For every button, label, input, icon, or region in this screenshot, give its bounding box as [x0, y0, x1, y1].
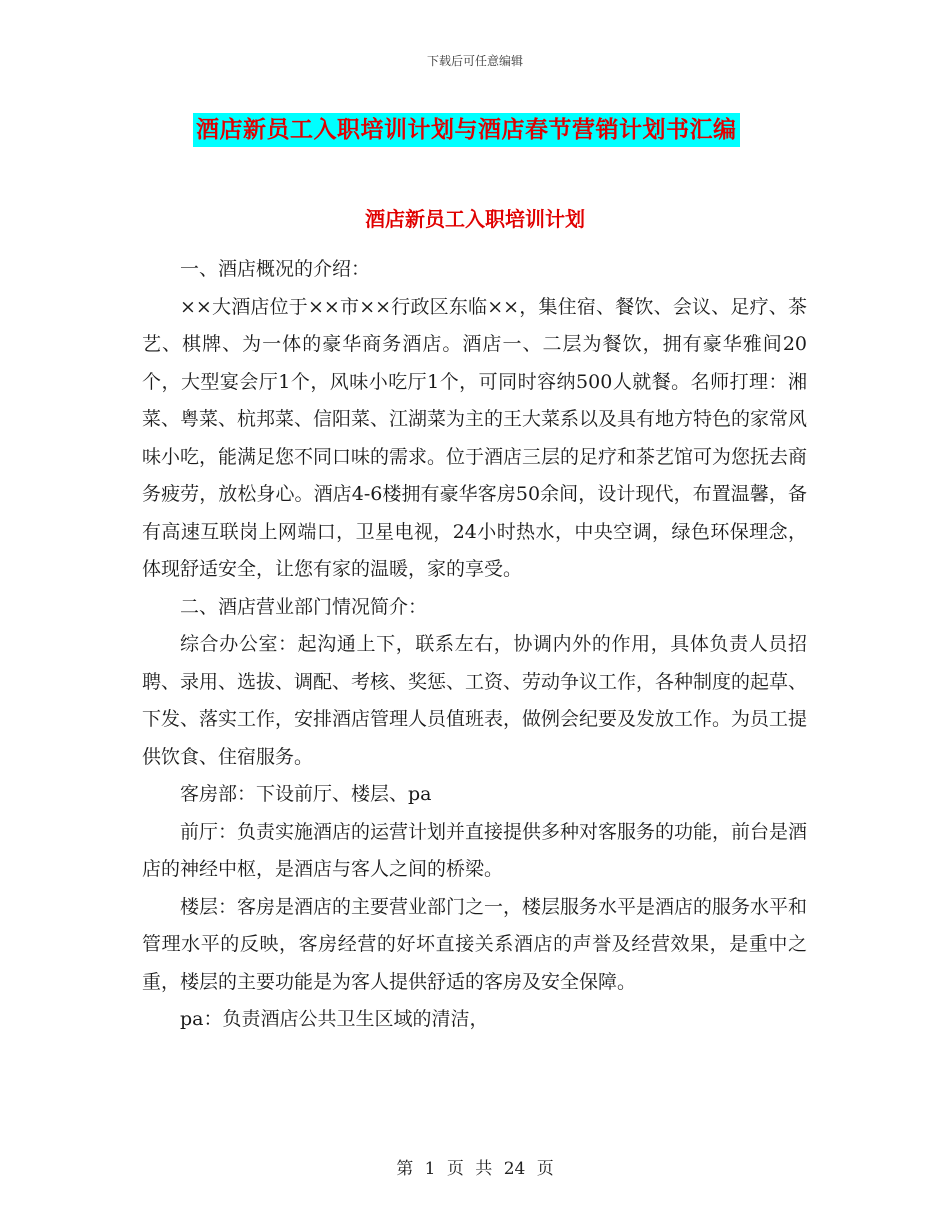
paragraph: pa：负责酒店公共卫生区域的清洁，	[180, 1008, 489, 1030]
paragraph: 综合办公室：起沟通上下，联系左右，协调内外的作用，具体负责人员招聘、录用、选拔、调配、考核、奖惩、工资、劳动争议工作，各种制度的起草、下发、落实工作，安排酒店管理人员值班表，做例会纪要及发放工作。为员工提供饮食、住宿服务。	[142, 633, 808, 768]
page-footer: 第 1 页 共 24 页	[396, 1159, 554, 1179]
paragraph: ××大酒店位于××市××行政区东临××，集住宿、餐饮、会议、足疗、茶艺、棋牌、为一体的豪华商务酒店。酒店一、二层为餐饮，拥有豪华雅间20个，大型宴会厅1个，风味小吃厅1个，可同时容纳500人就餐。名师打理：湘菜、粤菜、杭邦菜、信阳菜、江湖菜为主的王大菜系以及具有地方特色的家常风味小吃，能满足您不同口味的需求。位于酒店三层的足疗和茶艺馆可为您抚去商务疲劳，放松身心。酒店4-6楼拥有豪华客房50余间，设计现代，布置温馨，备有高速互联岗上网端口，卫星电视，24小时热水，中央空调，绿色环保理念，体现舒适安全，让您有家的温暖，家的享受。	[142, 295, 808, 580]
document-title: 酒店新员工入职培训计划与酒店春节营销计划书汇编	[193, 113, 740, 147]
section-title: 酒店新员工入职培训计划	[365, 207, 585, 231]
paragraph: 一、酒店概况的介绍：	[180, 258, 371, 280]
document-body	[142, 251, 807, 1039]
header-note: 下载后可任意编辑	[426, 54, 523, 68]
paragraph: 楼层：客房是酒店的主要营业部门之一，楼层服务水平是酒店的服务水平和管理水平的反映，客房经营的好坏直接关系酒店的声誉及经营效果，是重中之重，楼层的主要功能是为客人提供舒适的客房及安全保障。	[142, 895, 808, 993]
paragraph: 二、酒店营业部门情况简介：	[180, 595, 428, 618]
paragraph: 客房部：下设前厅、楼层、pa	[180, 783, 432, 805]
paragraph: 前厅：负责实施酒店的运营计划并直接提供多种对客服务的功能，前台是酒店的神经中枢，是酒店与客人之间的桥梁。	[142, 820, 808, 880]
